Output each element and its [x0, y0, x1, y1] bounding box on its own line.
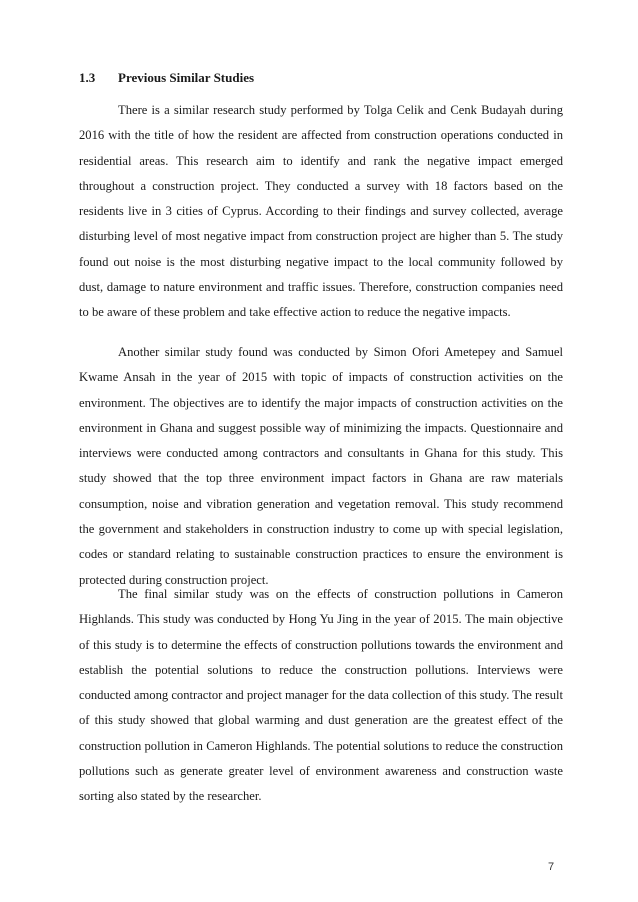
paragraph-ametepey-ansah-study: Another similar study found was conducted by Simon Ofori Ametepey and Samuel Kwame Ansah in the year of 2015 with topic of impacts of construction activities on the environment. The objectives are to identify the major impacts of construction activities on the environment in Ghana and suggest possible way of minimizing the impacts. Questionnaire and interviews were conducted among contractors and consultants in Ghana for this study. This study showed that the top three environment impact factors in Ghana are raw materials consumption, noise and vibration generation and vegetation removal. This study recommend the government and stakeholders in construction industry to come up with special legislation, codes or standard relating to sustainable construction practices to ensure the environment is protected during construction project.: [79, 345, 563, 587]
section-title: Previous Similar Studies: [118, 70, 255, 85]
page-number: 7: [548, 861, 555, 873]
section-heading: [79, 70, 254, 86]
paragraph-cameron-highlands-study: The final similar study was on the effects of construction pollutions in Cameron Highlands. This study was conducted by Hong Yu Jing in the year of 2015. The main objective of this study is to determine the effects of construction pollutions towards the environment and establish the potential solutions to reduce the construction pollutions. Interviews were conducted among contractor and project manager for the data collection of this study. The result of this study showed that global warming and dust generation are the greatest effect of the construction pollution in Cameron Highlands. The potential solutions to reduce the construction pollutions such as generate greater level of environment awareness and construction waste sorting also stated by the researcher.: [79, 587, 563, 804]
section-number: 1.3: [79, 70, 96, 85]
paragraph-celik-budayah-study: There is a similar research study performed by Tolga Celik and Cenk Budayah during 2016 with the title of how the resident are affected from construction operations conducted in residential areas. This research aim to identify and rank the negative impact emerged throughout a construction project. They conducted a survey with 18 factors based on the residents live in 3 cities of Cyprus. According to their findings and survey collected, average disturbing level of most negative impact from construction project are higher than 5. The study found out noise is the most disturbing negative impact to the local community followed by dust, damage to nature environment and traffic issues. Therefore, construction companies need to be aware of these problem and take effective action to reduce the negative impacts.: [79, 103, 563, 320]
